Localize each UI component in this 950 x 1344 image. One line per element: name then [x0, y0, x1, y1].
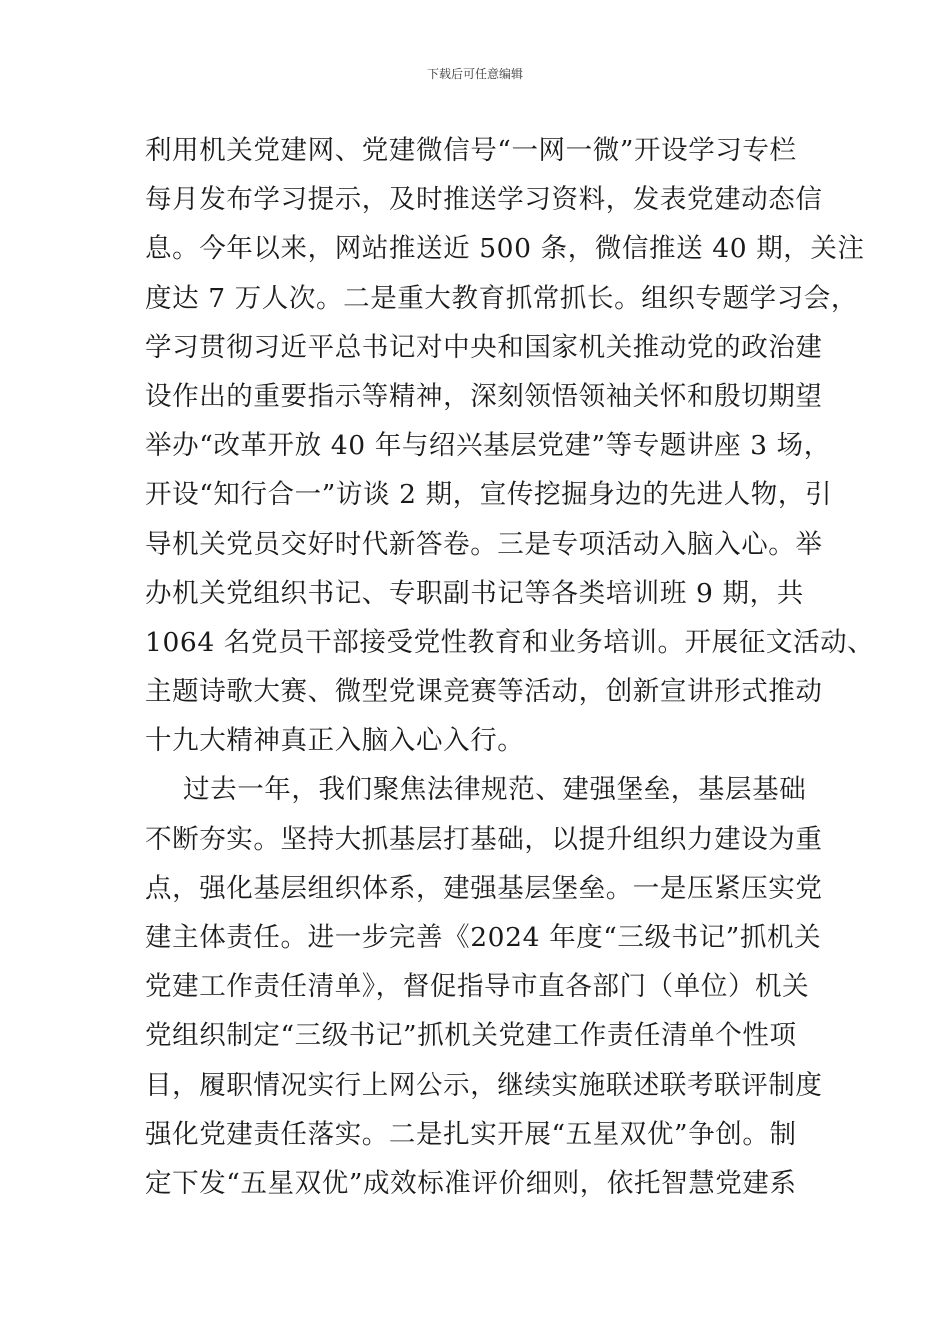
text-line: 点，强化基层组织体系，建强基层堡垒。一是压紧压实党 — [145, 872, 823, 904]
text-line: 党建工作责任清单》，督促指导市直各部门（单位）机关 — [145, 971, 810, 1003]
text-line: 学习贯彻习近平总书记对中央和国家机关推动党的政治建 — [145, 331, 823, 363]
text-line: 十九大精神真正入脑入心入行。 — [145, 725, 525, 757]
text-line: 息。今年以来，网站推送近 500 条，微信推送 40 期，关注 — [145, 233, 865, 265]
text-line: 开设“知行合一”访谈 2 期，宣传挖掘身边的先进人物，引 — [145, 479, 833, 511]
text-line: 导机关党员交好时代新答卷。三是专项活动入脑入心。举 — [145, 528, 823, 560]
text-line: 举办“改革开放 40 年与绍兴基层党建”等专题讲座 3 场， — [145, 430, 831, 462]
text-line: 每月发布学习提示，及时推送学习资料，发表党建动态信 — [145, 184, 823, 216]
text-line: 办机关党组织书记、专职副书记等各类培训班 9 期，共 — [145, 577, 804, 609]
text-line: 党组织制定“三级书记”抓机关党建工作责任清单个性项 — [145, 1020, 797, 1052]
paragraph-start-line: 过去一年，我们聚焦法律规范、建强堡垒，基层基础 — [183, 774, 807, 806]
text-line: 1064 名党员干部接受党性教育和业务培训。开展征文活动、 — [145, 626, 875, 658]
text-line: 设作出的重要指示等精神，深刻领悟领袖关怀和殷切期望 — [145, 380, 823, 412]
body-text — [145, 126, 875, 1208]
header-note: 下载后可任意编辑 — [426, 67, 523, 81]
text-line: 利用机关党建网、党建微信号“一网一微”开设学习专栏 — [145, 135, 797, 166]
text-line: 度达 7 万人次。二是重大教育抓常抓长。组织专题学习会， — [145, 282, 859, 314]
text-line: 建主体责任。进一步完善《2024 年度“三级书记”抓机关 — [145, 922, 822, 953]
text-line: 目，履职情况实行上网公示，继续实施联述联考联评制度 — [145, 1069, 823, 1101]
text-line: 定下发“五星双优”成效标准评价细则，依托智慧党建系 — [145, 1167, 797, 1199]
text-line: 主题诗歌大赛、微型党课竞赛等活动，创新宣讲形式推动 — [145, 676, 823, 708]
text-line: 不断夯实。坚持大抓基层打基础，以提升组织力建设为重 — [145, 823, 823, 855]
text-line: 强化党建责任落实。二是扎实开展“五星双优”争创。制 — [145, 1118, 797, 1150]
